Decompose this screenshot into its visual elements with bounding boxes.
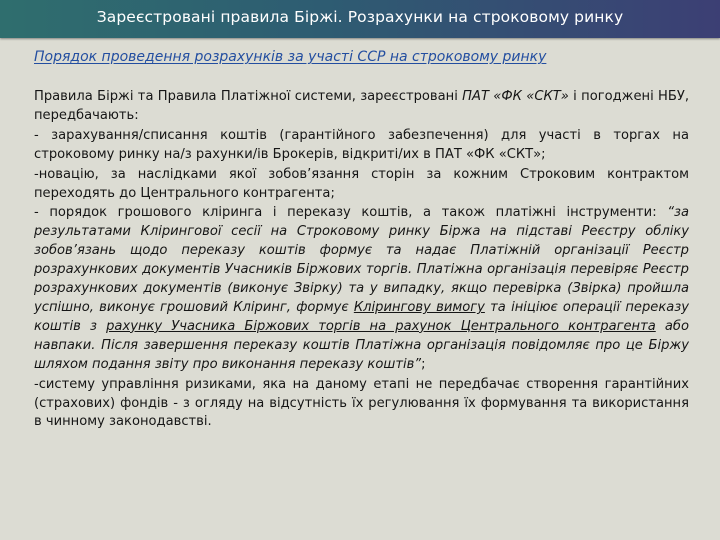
paragraph-intro bbox=[34, 88, 689, 126]
clearing-quote-end: або навпаки. Після завершення переказу коштів Платіжна організація повідомляє про це Біржу шляхом подання звіту про виконання переказу коштів” bbox=[34, 318, 689, 372]
paragraph-novation: -новацію, за наслідками якої зобов’язання сторін за кожним Строковим контрактом переходять до Центрального контрагента; bbox=[34, 166, 689, 201]
slide-header bbox=[0, 0, 720, 38]
organization-name: ПАТ «ФК «СКТ» bbox=[462, 89, 569, 104]
clearing-quote: “за результатами Клірингової сесії на Строковому ринку Біржа на підставі Реєстру обліку зобов’язань щодо переказу коштів формує та надає Платіжній організації Реєстр розрахункових документів Учасників Біржових торгів. Платіжна організація перевіряє Реєстр розрахункових документів (виконує Звірку) та у випадку, якщо перевірка (Звірка) пройшла успішно, виконує грошовий Кліринг, формує bbox=[34, 205, 689, 315]
body-text bbox=[34, 88, 689, 433]
clearing-quote-mid: та ініціює операції переказу коштів з bbox=[34, 299, 689, 334]
paragraph-clearing bbox=[34, 204, 689, 374]
clearing-requirement-term: Клірингову вимогу bbox=[353, 299, 485, 315]
intro-text: Правила Біржі та Правила Платіжної системи, зареєстровані bbox=[34, 89, 463, 104]
section-subtitle: Порядок проведення розрахунків за участі ССР на строковому ринку bbox=[34, 49, 547, 65]
intro-text-end: і погоджені НБУ, передбачають: bbox=[34, 89, 689, 123]
slide-title: Зареєстровані правила Біржі. Розрахунки на строковому ринку bbox=[96, 8, 624, 26]
paragraph-risk-management: -систему управління ризиками, яка на даному етапі не передбачає створення гарантійних (страхових) фондів - з огляду на відсутність їх регулювання їх формування та використання в чинному законодавстві. bbox=[34, 376, 689, 430]
clearing-punctuation: ; bbox=[421, 356, 426, 372]
clearing-intro: - порядок грошового кліринга і переказу коштів, а також платіжні інструменти: bbox=[34, 205, 668, 221]
paragraph-margin-funds: - зарахування/списання коштів (гарантійного забезпечення) для участі в торгах на строковому ринку на/з рахунки/ів Брокерів, відкриті/их в ПАТ «ФК «СКТ»; bbox=[34, 127, 689, 162]
account-transfer-term: рахунку Учасника Біржових торгів на рахунок Центрального контрагента bbox=[106, 318, 656, 334]
